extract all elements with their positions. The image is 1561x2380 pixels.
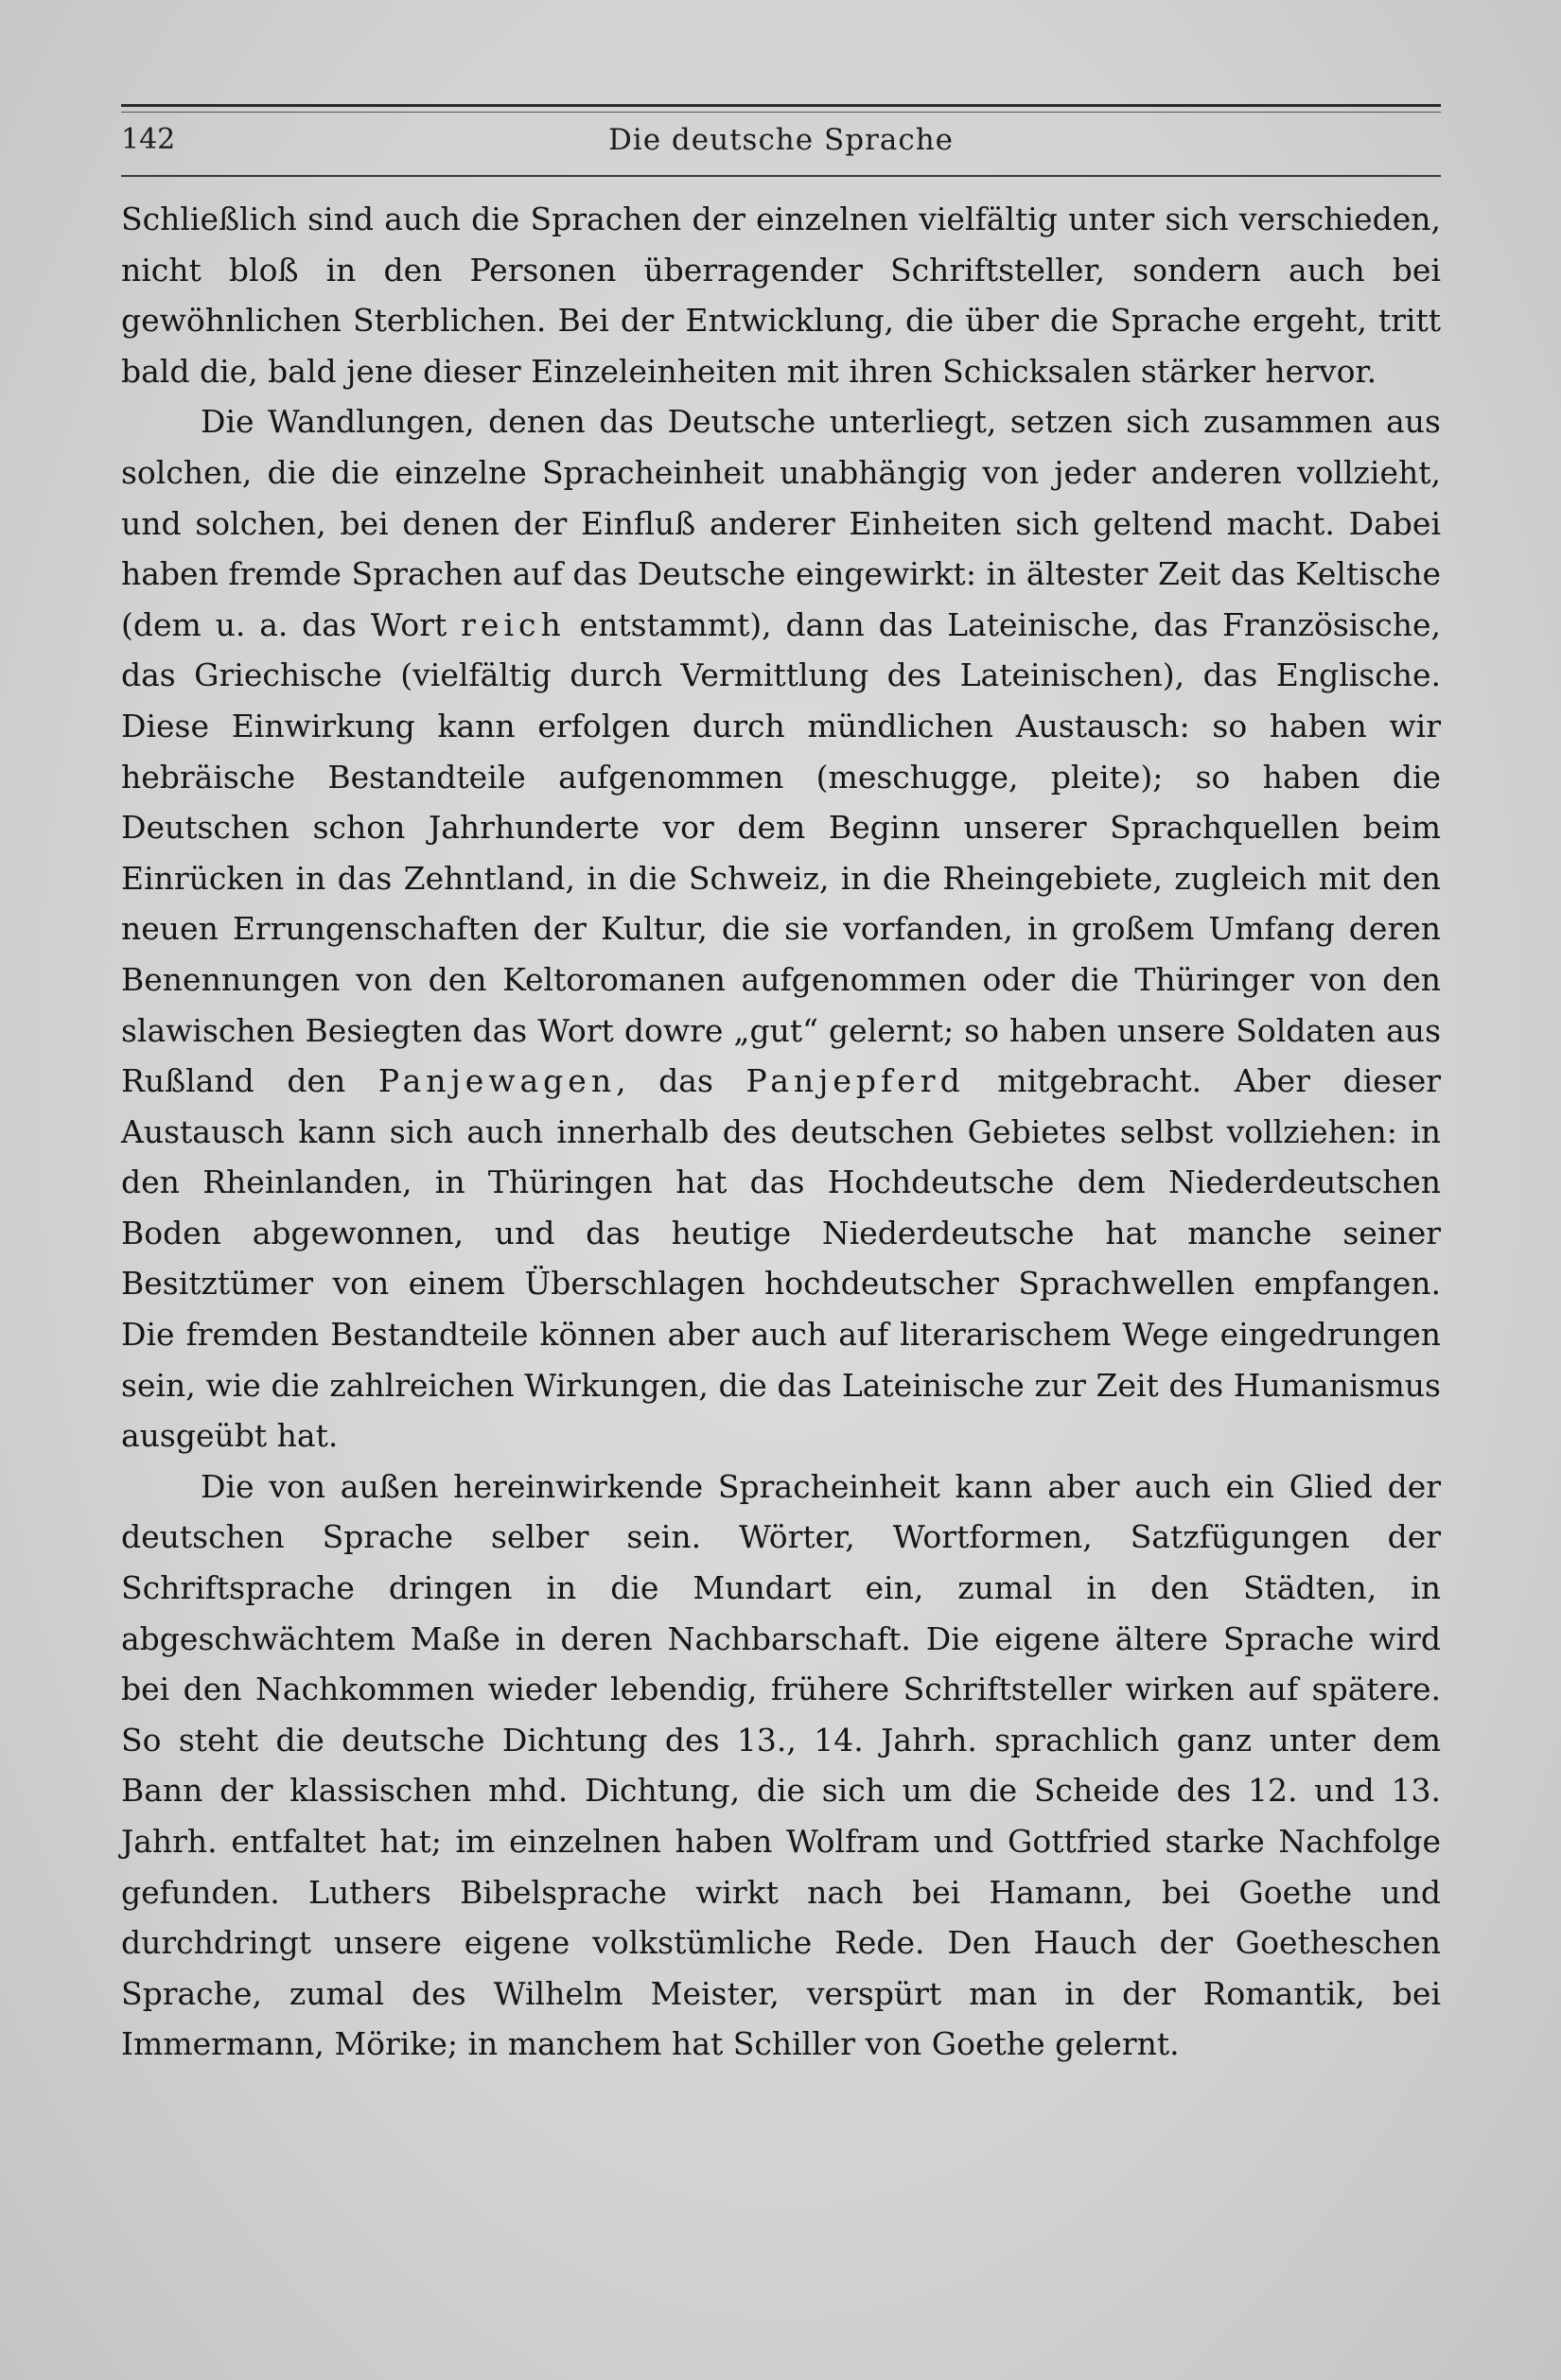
page-header: [121, 115, 1441, 172]
emphasized-word: Panjewagen: [377, 1062, 617, 1100]
text-run: Die Wandlungen, denen das Deutsche unterliegt, setzen sich zusammen aus solchen, die die einzelne Spracheinheit unabhängig von jeder anderen vollzieht, und solchen, bei denen der Einfluß anderer Einheiten sich geltend macht. Dabei haben fremde Sprachen auf das Deutsche eingewirkt: in ältester Zeit das Keltische (dem u. a. das Wort: [121, 403, 1441, 643]
page-number: 142: [121, 123, 176, 156]
emphasized-word: Panjepferd: [745, 1062, 965, 1100]
paragraph: [121, 396, 1441, 1461]
text-run: , das: [616, 1062, 746, 1100]
header-rule-bottom: [121, 175, 1441, 177]
header-rule-top-thin: [121, 112, 1441, 113]
running-title: Die deutsche Sprache: [607, 123, 955, 157]
text-run: entstammt), dann das Lateinische, das Französische, das Griechische (vielfältig durch Vermittlung des Lateinischen), das Englische. Diese Einwirkung kann erfolgen durch mündlichen Austausch: so haben wir hebräische Bestandteile aufgenommen (meschugge, pleite); so haben die Deutschen schon Jahrhunderte vor dem Beginn unserer Sprachquellen beim Einrücken in das Zehntland, in die Schweiz, in die Rheingebiete, zugleich mit den neuen Errungenschaften der Kultur, die sie vorfanden, in großem Umfang deren Benennungen von den Keltoromanen aufgenommen oder die Thüringer von den slawischen Besiegten das Wort dowre „gut“ gelernt; so haben unsere Soldaten aus Rußland den: [121, 605, 1441, 1100]
text-run: Die von außen hereinwirkende Spracheinheit kann aber auch ein Glied der deutschen Sprache selber sein. Wörter, Wortformen, Satzfügungen der Schriftsprache dringen in die Mundart ein, zumal in den Städten, in abgeschwächtem Maße in deren Nachbarschaft. Die eigene ältere Sprache wird bei den Nachkommen wieder lebendig, frühere Schriftsteller wirken auf spätere. So steht die deutsche Dichtung des 13., 14. Jahrh. sprachlich ganz unter dem Bann der klassischen mhd. Dichtung, die sich um die Scheide des 12. und 13. Jahrh. entfaltet hat; im einzelnen haben Wolfram und Gottfried starke Nachfolge gefunden. Luthers Bibelsprache wirkt nach bei Hamann, bei Goethe und durchdringt unsere eigene volkstümliche Rede. Den Hauch der Goetheschen Sprache, zumal des Wilhelm Meister, verspürt man in der Romantik, bei Immermann, Mörike; in manchem hat Schiller von Goethe gelernt.: [121, 1467, 1441, 2063]
text-run: mitgebracht. Aber dieser Austausch kann sich auch innerhalb des deutschen Gebietes selbst vollziehen: in den Rheinlanden, in Thüringen hat das Hochdeutsche dem Niederdeutschen Boden abgewonnen, und das heutige Niederdeutsche hat manche seiner Besitztümer von einem Überschlagen hochdeutscher Sprachwellen empfangen. Die fremden Bestandteile können aber auch auf literarischem Wege eingedrungen sein, wie die zahlreichen Wirkungen, die das Lateinische zur Zeit des Humanismus ausgeübt hat.: [121, 1062, 1442, 1455]
emphasized-word: reich: [461, 605, 566, 643]
body-text: [121, 194, 1441, 2070]
paragraph: [121, 194, 1441, 396]
text-run: Schließlich sind auch die Sprachen der einzelnen vielfältig unter sich verschieden, nicht bloß in den Personen überragender Schriftsteller, sondern auch bei gewöhnlichen Sterblichen. Bei der Entwicklung, die über die Sprache ergeht, tritt bald die, bald jene dieser Einzeleinheiten mit ihren Schicksalen stärker hervor.: [121, 201, 1441, 390]
paragraph: [121, 1461, 1441, 2070]
header-rule-top: [121, 104, 1441, 107]
